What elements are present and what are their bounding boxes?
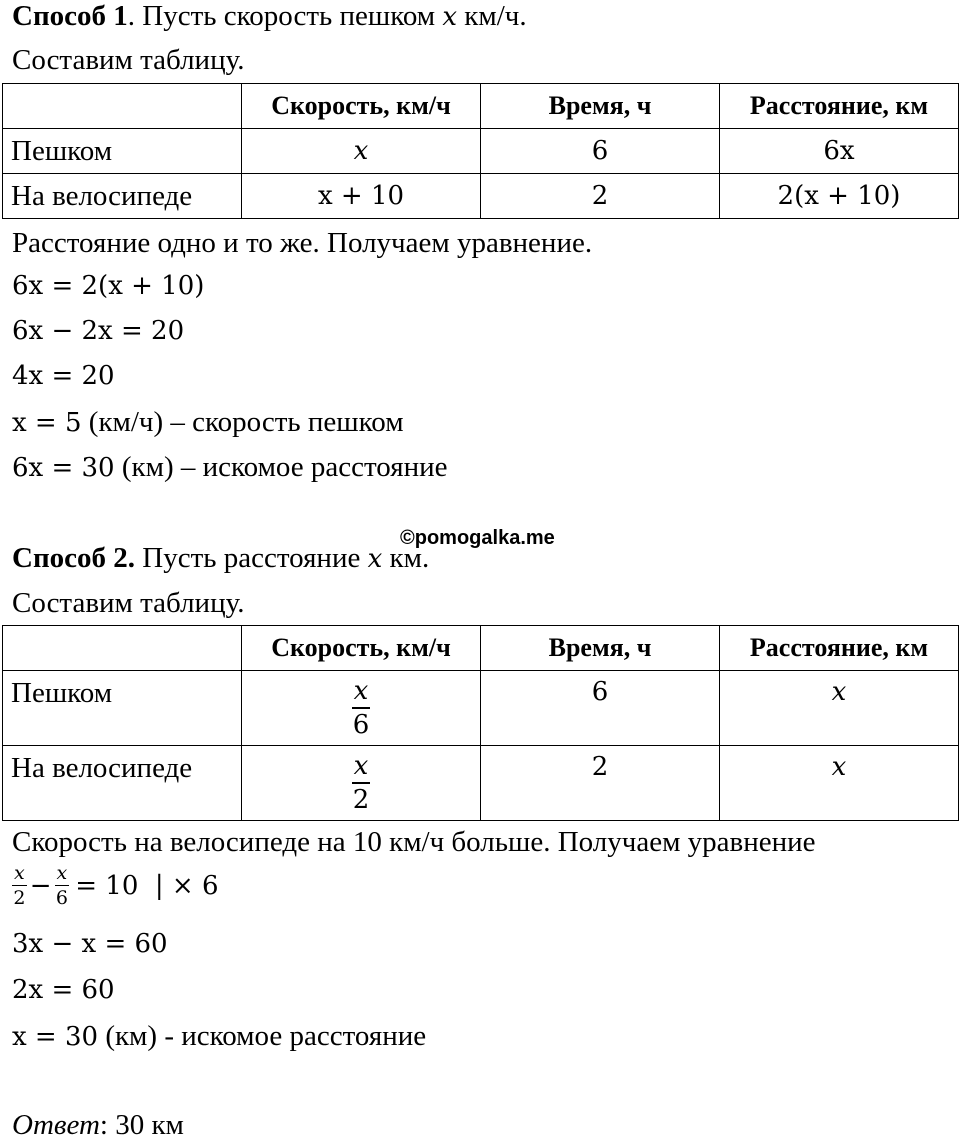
fraction [352, 678, 371, 738]
method2-eq4: x = 30 [12, 1022, 99, 1052]
method1-eq4: x = 5 [12, 408, 82, 438]
fraction [352, 753, 371, 813]
answer-value: : 30 км [99, 1109, 184, 1141]
table1-row2-label: На велосипеде [3, 174, 242, 219]
method1-intro-unit: км/ч. [457, 0, 527, 32]
table1-row2-time: 2 [481, 174, 720, 219]
table2-row1-time: 6 [481, 671, 720, 746]
table1-row1-speed: x [242, 129, 481, 174]
fraction-numerator: x [352, 753, 371, 784]
table2-header-empty [3, 626, 242, 671]
fraction-denominator: 2 [352, 785, 370, 815]
method2-intro: Пусть расстояние [135, 542, 368, 574]
method1-after-table: Расстояние одно и то же. Получаем уравнение. [12, 227, 593, 259]
watermark: ©pomogalka.me [400, 527, 555, 549]
table2-row2-distance: x [720, 746, 959, 821]
method1-eq1: 6x = 2(x + 10) [12, 271, 205, 301]
table1-header-speed: Скорость, км/ч [242, 84, 481, 129]
fraction-numerator: x [14, 862, 25, 884]
fraction-denominator: 6 [352, 710, 370, 740]
method2-eq4-text: (км) - искомое расстояние [98, 1020, 427, 1052]
method1-make-table: Составим таблицу. [12, 44, 245, 76]
table1-header-empty [3, 84, 242, 129]
method2-eq2: 3x − x = 60 [12, 929, 168, 959]
table-row [3, 174, 959, 219]
fraction-denominator: 6 [55, 887, 68, 909]
fraction-numerator: x [352, 678, 371, 709]
table2-row2-label: На велосипеде [3, 746, 242, 821]
fraction-denominator: 2 [13, 887, 26, 909]
method2-make-table: Составим таблицу. [12, 587, 245, 619]
table1-header-time: Время, ч [481, 84, 720, 129]
method1-intro-var: x [442, 2, 458, 32]
minus-sign: − [29, 871, 52, 901]
fraction [12, 864, 27, 908]
answer-line [12, 1111, 184, 1140]
table2-row1-label: Пешком [3, 671, 242, 746]
table1-row2-speed: x + 10 [242, 174, 481, 219]
method2-intro-unit: км. [382, 542, 430, 574]
method1-table [2, 83, 959, 219]
method1-intro-line [12, 2, 527, 31]
method1-eq5-text: (км) – искомое расстояние [114, 451, 448, 483]
table2-header-time: Время, ч [481, 626, 720, 671]
table-row [3, 746, 959, 821]
fraction [55, 864, 70, 908]
table2-row2-speed [242, 746, 481, 821]
method1-eq5-line [12, 453, 448, 482]
method1-eq2: 6x − 2x = 20 [12, 316, 185, 346]
table1-row1-distance: 6x [720, 129, 959, 174]
table2-row1-speed [242, 671, 481, 746]
answer-label: Ответ [12, 1109, 100, 1141]
method1-eq3: 4x = 20 [12, 361, 115, 391]
method1-intro: . Пусть скорость пешком [127, 0, 443, 32]
method1-heading: Способ 1 [12, 0, 128, 32]
table2-header-speed: Скорость, км/ч [242, 626, 481, 671]
table1-header-distance: Расстояние, км [720, 84, 959, 129]
table2-row1-distance: x [720, 671, 959, 746]
method2-table [2, 625, 959, 821]
method2-intro-line [12, 544, 429, 573]
method2-eq3: 2x = 60 [12, 975, 115, 1005]
table1-row1-label: Пешком [3, 129, 242, 174]
method1-eq4-text: (км/ч) – скорость пешком [81, 406, 404, 438]
table1-row2-distance: 2(x + 10) [720, 174, 959, 219]
table-row [3, 129, 959, 174]
method2-heading: Способ 2. [12, 542, 136, 574]
table2-header-distance: Расстояние, км [720, 626, 959, 671]
method2-eq1 [12, 864, 219, 908]
table2-row2-time: 2 [481, 746, 720, 821]
table-row [3, 671, 959, 746]
method2-eq1-rest: = 10 | × 6 [75, 871, 219, 901]
method2-eq4-line [12, 1022, 426, 1051]
fraction-numerator: x [56, 862, 68, 884]
table1-row1-time: 6 [481, 129, 720, 174]
method2-after-table: Скорость на велосипеде на 10 км/ч больше. Получаем уравнение [12, 826, 816, 858]
method1-eq5: 6x = 30 [12, 453, 115, 483]
method1-eq4-line [12, 408, 404, 437]
method2-intro-var: x [367, 544, 383, 574]
